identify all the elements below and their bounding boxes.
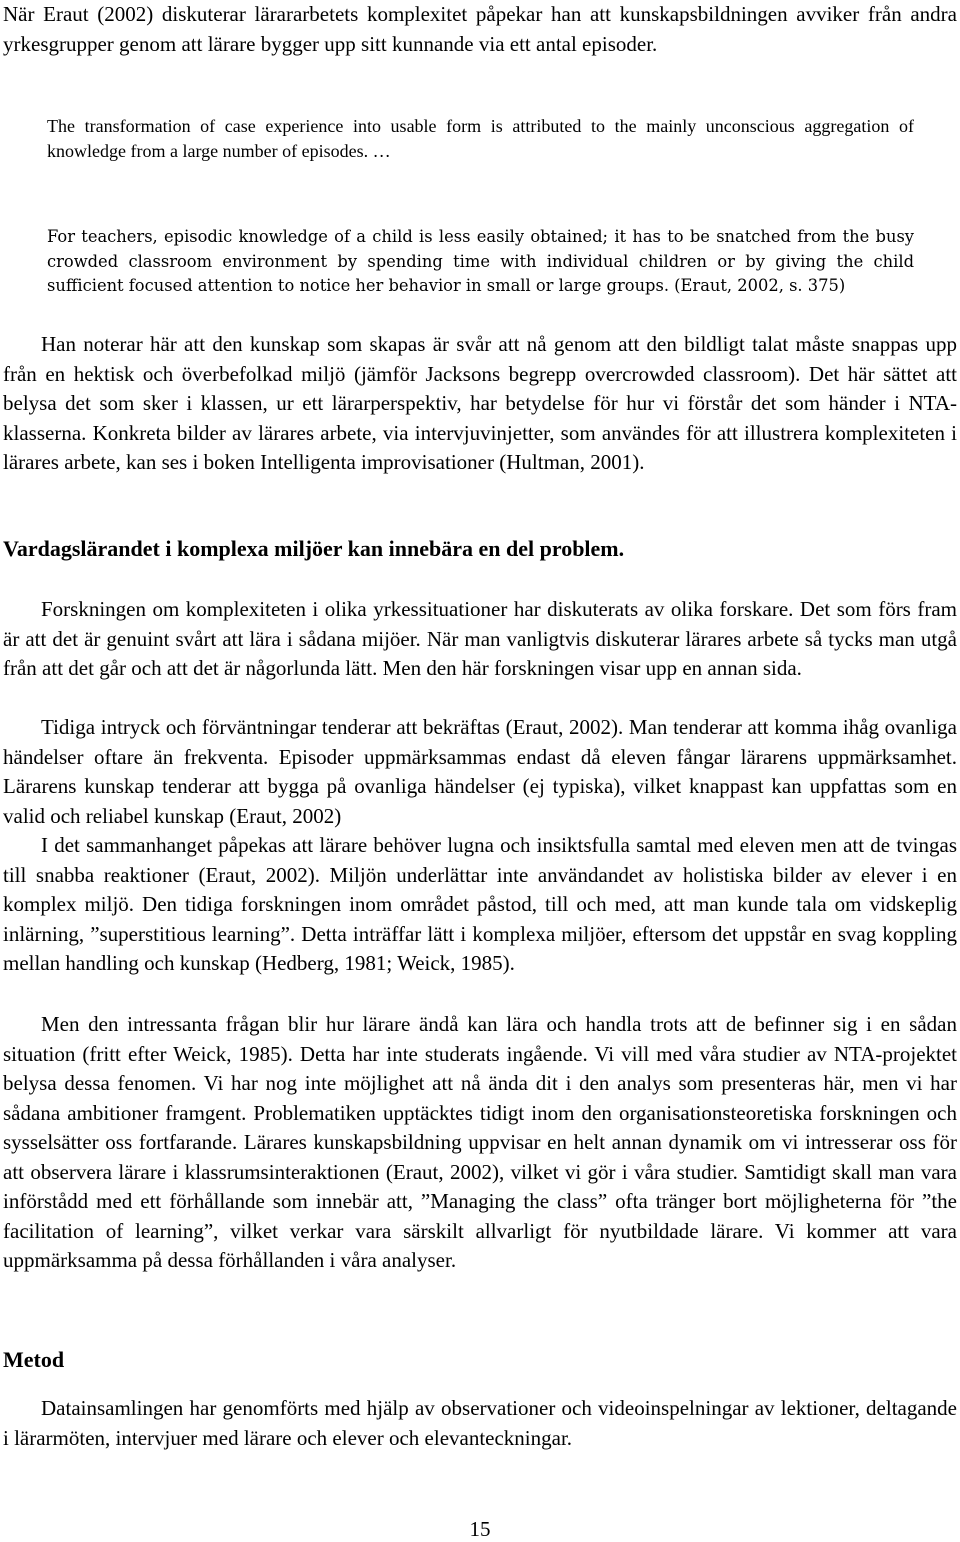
- section-heading-vardagslarandet: Vardagslärandet i komplexa miljöer kan innebära en del problem.: [3, 536, 625, 561]
- paragraph-datainsamlingen: Datainsamlingen har genomförts med hjälp av observationer och videoinspelningar av lektioner, deltagande i lärarmöten, intervjuer med lärare och elever och elevanteckningar.: [3, 1396, 957, 1450]
- paragraph-intressanta-fragan: Men den intressanta frågan blir hur lärare ändå kan lära och handla trots att de befinner sig i en sådan situation (fritt efter Weick, 1985). Detta har inte studerats ingående. Vi vill med våra studier av NTA-projektet belysa dessa fenomen. Vi har nog inte möjlighet att nå ända dit i den analys som presenteras här, men vi har sådana ambitioner framgent. Problematiken upptäcktes tidigt inom den organisationsteoretiska forskningen och sysselsätter oss fortfarande. Lärares kunskapsbildning uppvisar en helt annan dynamik om vi intresserar oss för att observera lärare i klassrumsinteraktionen (Eraut, 2002), vilket vi gör i våra studier. Samtidigt skall man vara införstådd med ett förhållande som innebär att, ”Managing the class” ofta tränger bort möjligheterna för ”the facilitation of learning”, vilket verkar vara särskilt allvarligt för nyutbildade lärare. Vi kommer att vara uppmärksamma på dessa förhållanden i våra analyser.: [3, 1012, 957, 1272]
- section-heading-metod: Metod: [3, 1347, 65, 1372]
- paragraph-forskningen: Forskningen om komplexiteten i olika yrkessituationer har diskuterats av olika forskare. Det som förs fram är att det är genuint svårt att lära i sådana mijöer. När man vanligtvis diskuterar lärares arbete så tycks man utgå från att det går och att det är någorlunda lätt. Men den här forskningen visar upp en annan sida.: [3, 597, 957, 680]
- block-quote-transformation: The transformation of case experience into usable form is attributed to the mainly unconscious aggregation of knowledge from a large number of episodes. …: [47, 116, 914, 161]
- page-number: 15: [469, 1517, 491, 1541]
- block-quote-teachers: For teachers, episodic knowledge of a child is less easily obtained; it has to be snatched from the busy crowded classroom environment by spending time with individual children or by giving the child sufficient focused attention to notice her behavior in small or large groups. (Eraut, 2002, s. 375): [47, 227, 914, 296]
- paragraph-han-noterar: Han noterar här att den kunskap som skapas är svår att nå genom att den bildligt talat måste snappas upp från en hektisk och överbefolkad miljö (jämför Jacksons begrepp overcrowded classroom). Det här sättet att belysa det som sker i klassen, ur ett lärarperspektiv, har betydelse för hur vi förstår det som händer i NTA-klasserna. Konkreta bilder av lärares arbete, via intervjuvinjetter, som användes för att illustrera komplexiteten i lärares arbete, kan ses i boken Intelligenta improvisationer (Hultman, 2001).: [3, 332, 957, 474]
- paragraph-tidiga-intryck: Tidiga intryck och förväntningar tenderar att bekräftas (Eraut, 2002). Man tenderar att komma ihåg ovanliga händelser oftare än frekventa. Episoder uppmärksammas endast då eleven fångar lärarens uppmärksamhet. Lärarens kunskap tenderar att bygga på ovanliga händelser (ej typiska), vilket knappast kan uppfattas som en valid och reliabel kunskap (Eraut, 2002): [3, 715, 957, 828]
- intro-paragraph: När Eraut (2002) diskuterar lärararbetets komplexitet påpekar han att kunskapsbildningen avviker från andra yrkesgrupper genom att lärare bygger upp sitt kunnande via ett antal episoder.: [3, 2, 957, 56]
- paragraph-sammanhanget: I det sammanhanget påpekas att lärare behöver lugna och insiktsfulla samtal med eleven men att de tvingas till snabba reaktioner (Eraut, 2002). Miljön underlättar inte användandet av holistiska bilder av elever i en komplex miljö. Den tidiga forskningen inom området påstod, till och med, att man kunde tala om vidskeplig inlärning, ”superstitious learning”. Detta inträffar lätt i komplexa miljöer, eftersom det uppstår en svag koppling mellan handling och kunskap (Hedberg, 1981; Weick, 1985).: [3, 833, 957, 975]
